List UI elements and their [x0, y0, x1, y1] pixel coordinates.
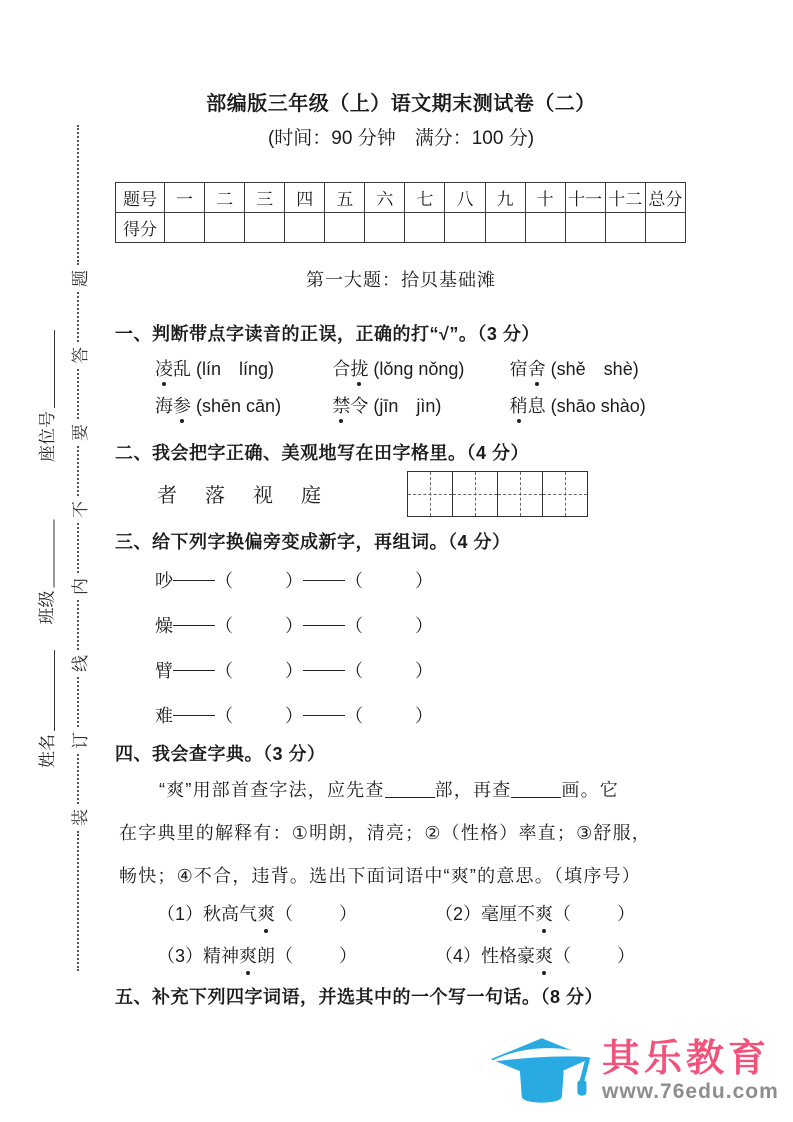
score-col-header: 二: [205, 183, 245, 213]
brand-text-block: [602, 1039, 779, 1104]
word-part: 性格豪: [481, 946, 536, 966]
answer-blank: [173, 713, 215, 716]
q4-title: 四、我会查字典。（3 分）: [115, 744, 326, 764]
score-col-header: 十二: [605, 183, 645, 213]
score-cell-empty: [325, 213, 365, 243]
binding-dots: [77, 831, 79, 971]
q3-row: [115, 557, 687, 602]
word-part: 朗: [257, 946, 276, 966]
paren-close: ）: [339, 946, 358, 966]
binding-dots: [77, 292, 79, 342]
tianzige-grid: [407, 471, 588, 517]
fill-blank: [385, 795, 435, 798]
name-field: [36, 650, 58, 768]
pinyin-choice: (lǒng nǒng): [373, 359, 465, 379]
class-label: 班级: [37, 590, 57, 625]
q2-title: 二、我会把字正确、美观地写在田字格里。（4 分）: [115, 443, 530, 463]
brand-url: www.76edu.com: [602, 1079, 779, 1103]
paren-close: ）: [285, 660, 303, 681]
dotted-char: 拢: [350, 359, 369, 379]
dotted-char: 爽: [239, 942, 257, 970]
dotted-char: 舍: [527, 359, 546, 379]
paren-open: （: [345, 570, 363, 591]
paren-open: （: [553, 904, 572, 924]
binding-dots: [77, 369, 79, 419]
pinyin-choice: (jīn jìn): [373, 396, 442, 416]
q3-row: [115, 602, 687, 647]
binding-char: 答: [70, 347, 90, 364]
dotted-char: 参: [173, 396, 191, 416]
score-col-header: 总分: [645, 183, 685, 213]
binding-char: 线: [70, 655, 90, 672]
score-cell-empty: [605, 213, 645, 243]
q3-title: 三、给下列字换偏旁变成新字，再组词。（4 分）: [115, 532, 511, 552]
dotted-char: 爽: [535, 900, 553, 928]
binding-dots: [77, 523, 79, 573]
base-char: 难: [155, 705, 173, 726]
practice-char: 落: [205, 485, 225, 507]
q4-item: [157, 900, 435, 928]
paren-open: （: [345, 660, 363, 681]
score-col-header: 四: [285, 183, 325, 213]
dotted-char: 凌: [155, 359, 173, 379]
score-row1-header: 题号: [116, 183, 165, 213]
word-part: 海: [155, 396, 173, 416]
score-cell-empty: [565, 213, 605, 243]
binding-dots: [77, 754, 79, 804]
answer-blank: [173, 578, 215, 581]
q2-characters: [115, 479, 321, 508]
score-col-header: 十: [525, 183, 565, 213]
binding-char: 订: [70, 732, 90, 749]
score-cell-empty: [485, 213, 525, 243]
paren-open: （: [345, 705, 363, 726]
binding-dots: [77, 600, 79, 650]
base-char: 臂: [155, 660, 173, 681]
q1-title: 一、判断带点字读音的正误，正确的打“√”。（3 分）: [115, 324, 540, 344]
pinyin-choice: (shě shè): [550, 359, 639, 379]
pinyin-choice: (shēn cān): [196, 396, 282, 416]
base-char: 吵: [155, 570, 173, 591]
paren-close: ）: [339, 904, 358, 924]
q1-item: [332, 394, 509, 418]
word-part: 宿: [509, 359, 528, 379]
paren-open: （: [275, 904, 294, 924]
item-number: （4）: [435, 946, 482, 966]
paren-close: ）: [415, 705, 433, 726]
tianzige-cell: [453, 472, 498, 516]
paren-close: ）: [415, 570, 433, 591]
paren-close: ）: [285, 570, 303, 591]
section1-heading: 第一大题：拾贝基础滩: [306, 270, 496, 290]
q1-item: [155, 357, 332, 381]
item-number: （2）: [435, 904, 482, 924]
page-title: 部编版三年级（上）语文期末测试卷（二）: [206, 93, 596, 115]
dotted-char: 稍: [509, 396, 528, 416]
brand-name: 其乐教育: [602, 1037, 771, 1080]
score-col-header: 十一: [565, 183, 605, 213]
q3-row: [115, 692, 687, 737]
word-part: 乱: [173, 359, 191, 379]
binding-char: 要: [70, 424, 90, 441]
paren-open: （: [275, 946, 294, 966]
word-part: 秋高气: [203, 904, 258, 924]
binding-char: 题: [70, 270, 90, 287]
score-cell-empty: [645, 213, 685, 243]
score-cell-empty: [445, 213, 485, 243]
binding-line: [68, 120, 88, 976]
score-col-header: 八: [445, 183, 485, 213]
seat-number-field: [36, 330, 58, 462]
paren-open: （: [215, 570, 233, 591]
graduation-cap-icon: [482, 1030, 598, 1112]
score-table: [115, 182, 686, 243]
answer-blank: [303, 668, 345, 671]
paren-open: （: [215, 705, 233, 726]
q4-line2: 在字典里的解释有：①明朗，清亮；②（性格）率直；③舒服，: [119, 823, 652, 843]
q5-title: 五、补充下列四字词语，并选其中的一个写一句话。（8 分）: [115, 987, 604, 1007]
score-cell-empty: [165, 213, 205, 243]
binding-char: 不: [70, 501, 90, 518]
q1-row1: [115, 357, 687, 381]
paren-open: （: [215, 615, 233, 636]
fill-blank: [511, 795, 561, 798]
name-blank: [52, 650, 55, 731]
word-part: 息: [527, 396, 546, 416]
score-cell-empty: [405, 213, 445, 243]
q1-item: [155, 394, 332, 418]
page-subtitle: (时间：90 分钟 满分：100 分): [267, 128, 535, 149]
q4-item: [435, 900, 687, 928]
text-run: 部，再查: [434, 780, 512, 800]
score-row2-header: 得分: [116, 213, 165, 243]
score-col-header: 五: [325, 183, 365, 213]
score-cell-empty: [205, 213, 245, 243]
brand-footer: [482, 1030, 779, 1112]
score-col-header: 九: [485, 183, 525, 213]
q4-line3: 畅快；④不合，违背。选出下面词语中“爽”的意思。（填序号）: [119, 866, 641, 886]
q3-row: [115, 647, 687, 692]
score-cell-empty: [525, 213, 565, 243]
score-col-header: 三: [245, 183, 285, 213]
class-field: [36, 520, 58, 625]
dotted-char: 爽: [535, 942, 553, 970]
binding-char: 装: [70, 809, 90, 826]
q3-body: [115, 557, 687, 737]
item-number: （1）: [157, 904, 204, 924]
pinyin-choice: (lín líng): [196, 359, 275, 379]
dotted-char: 禁: [332, 396, 351, 416]
paren-open: （: [215, 660, 233, 681]
q1-row2: [115, 394, 687, 418]
tianzige-cell: [543, 472, 587, 516]
paren-close: ）: [617, 904, 636, 924]
word-part: 精神: [203, 946, 240, 966]
item-number: （3）: [157, 946, 204, 966]
q4-line1: [119, 769, 687, 812]
paren-close: ）: [285, 615, 303, 636]
paren-close: ）: [617, 946, 636, 966]
paren-close: ）: [415, 615, 433, 636]
q4-choices: [115, 900, 687, 970]
tianzige-cell: [498, 472, 543, 516]
answer-blank: [173, 668, 215, 671]
word-part: 合: [332, 359, 351, 379]
q4-item: [435, 942, 687, 970]
binding-dots: [77, 446, 79, 496]
binding-char: 内: [70, 578, 90, 595]
tianzige-cell: [408, 472, 453, 516]
q1-item: [510, 394, 687, 418]
practice-char: 庭: [301, 485, 321, 507]
q4-paragraph: [115, 769, 687, 898]
answer-blank: [173, 623, 215, 626]
paren-open: （: [553, 946, 572, 966]
score-cell-empty: [285, 213, 325, 243]
practice-char: 视: [253, 485, 273, 507]
main-content: [115, 0, 687, 1010]
name-label: 姓名: [38, 734, 57, 768]
score-col-header: 一: [165, 183, 205, 213]
binding-dots: [77, 125, 79, 265]
score-value-row: [116, 213, 686, 243]
paren-close: ）: [285, 705, 303, 726]
practice-char: 者: [157, 485, 177, 507]
answer-blank: [303, 713, 345, 716]
score-cell-empty: [365, 213, 405, 243]
paren-close: ）: [415, 660, 433, 681]
dotted-char: 爽: [257, 900, 275, 928]
word-part: 毫厘不: [481, 904, 536, 924]
score-header-row: [116, 183, 686, 213]
class-blank: [52, 520, 55, 588]
pinyin-choice: (shāo shào): [550, 396, 646, 416]
q1-item: [332, 357, 509, 381]
answer-blank: [303, 623, 345, 626]
text-run: “爽”用部首查字法，应先查: [159, 780, 385, 800]
q2-body: [115, 470, 687, 517]
q4-item: [157, 942, 435, 970]
answer-blank: [303, 578, 345, 581]
score-cell-empty: [245, 213, 285, 243]
text-run: 画。它: [561, 780, 620, 800]
score-col-header: 七: [405, 183, 445, 213]
seat-number-label: 座位号: [38, 411, 57, 462]
score-col-header: 六: [365, 183, 405, 213]
paren-open: （: [345, 615, 363, 636]
seat-number-blank: [52, 330, 55, 408]
base-char: 燥: [155, 615, 173, 636]
binding-dots: [77, 677, 79, 727]
word-part: 令: [350, 396, 369, 416]
q1-item: [510, 357, 687, 381]
